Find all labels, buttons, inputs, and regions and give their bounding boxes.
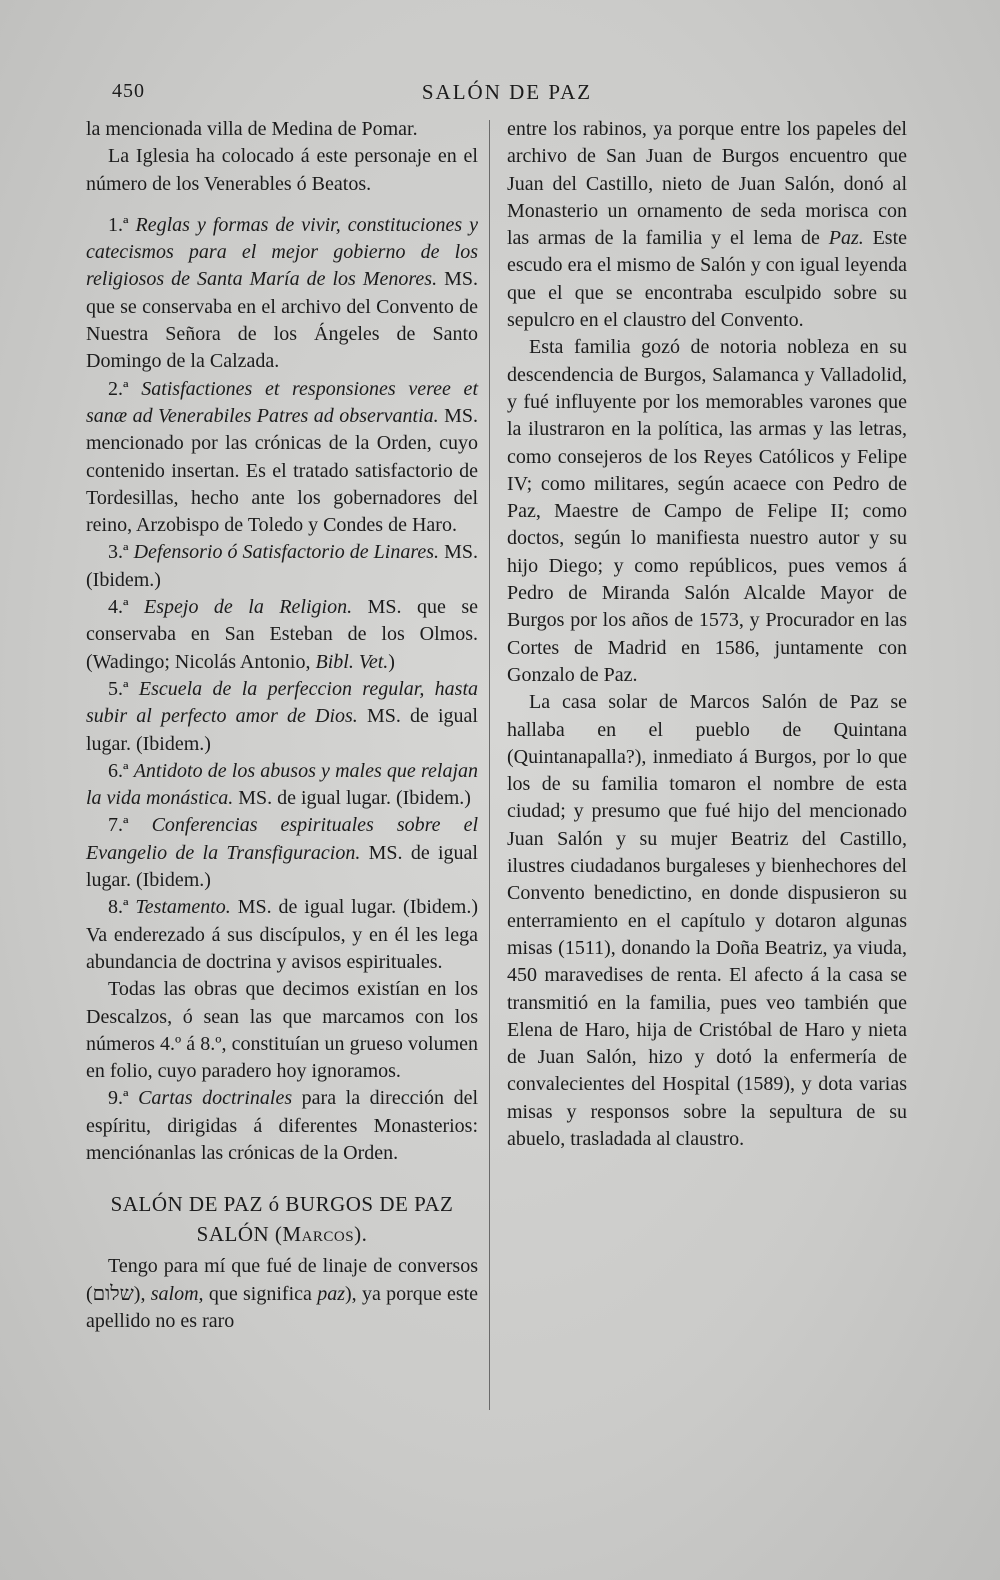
entry-number: 7.ª [108,814,129,837]
paragraph: La Iglesia ha colocado á este personaje en el número de los Venerables ó Beatos. [86,145,478,195]
right-column [507,116,907,1153]
work-entry-6 [86,758,478,813]
entry-number: 4.ª [108,596,129,619]
entry-number: 1.ª [108,213,129,236]
motto-word: Paz. [828,227,864,250]
entry-text: MS. de igual lugar. (Ibidem.) [238,787,471,810]
heading-line [86,1219,478,1249]
entry-title: Cartas doctrinales [138,1087,293,1110]
entry-number: 8.ª [108,896,129,919]
entry-text: MS. de igual lugar. (Ibidem.) Va enderezado á sus discípulos, y en él les lega abundancia de doctrina y avisos espirituales. [86,896,478,973]
text-run: que significa [208,1282,312,1305]
work-entry-3 [86,539,478,594]
entry-number: 6.ª [108,759,129,782]
work-entry-7 [86,812,478,894]
entry-text: MS. mencionado por las crónicas de la Orden, cuyo contenido insertan. Es el tratado satisfactorio de Tordesillas, hecho ante los gobernadores del reino, Arzobispo de Toledo y Condes de Haro. [86,404,479,537]
heading-surname: SALÓN [196,1222,270,1247]
entry-text: MS. que se conservaba en el archivo del Convento de Nuestra Señora de los Ángeles de Santo Domingo de la Calzada. [86,268,479,373]
entry-title: Satisfactiones et responsiones veree et sanæ ad Venerabiles Patres ad observantia. [86,377,478,427]
left-column [86,116,478,1335]
heading-forename: (Marcos). [274,1222,368,1247]
entry-number: 2.ª [108,377,129,400]
paragraph: la mencionada villa de Medina de Pomar. [86,118,418,140]
entry-title: Escuela de la perfeccion regular, hasta subir al perfecto amor de Dios. [86,677,479,728]
entry-title: Reglas y formas de vivir, constituciones y catecismos para el mejor gobierno de los religiosos de Santa María de los Menores. [86,213,478,291]
entry-text: MS. (Ibidem.) [86,541,478,591]
text-run: Este escudo era el mismo de Salón y con igual leyenda que el que se encontraba esculpido sobre su sepulcro en el claustro del Convento. [507,227,908,332]
entry-title: Espejo de la Religion. [144,596,353,619]
work-entry-1 [86,212,478,376]
text-run: Tengo para mí que fué de linaje de conversos ( [86,1255,478,1305]
paragraph: Esta familia gozó de notoria nobleza en su descendencia de Burgos, Salamanca y Valladolid, y fué influyente por los memorables varones que la ilustraron en la política, las armas y las letras, como consejeros de los Reyes Católicos y Felipe IV; como militares, según acaece con Pedro de Paz, Maestre de Campo de Felipe II; como doctos, según lo manifiesta nuestro autor y su hijo Diego; y como repúblicos, pues vemos á Pedro de Miranda Salón Alcalde Mayor de Burgos por los años de 1573, y Procurador en las Cortes de Madrid en 1586, juntamente con Gonzalo de Paz. [507,336,907,686]
work-entry-2 [86,376,478,540]
entry-title: Antidoto de los abusos y males que relajan la vida monástica. [86,759,478,810]
paragraph: La casa solar de Marcos Salón de Paz se hallaba en el pueblo de Quintana (Quintanapalla?), inmediato á Burgos, por lo que los de su familia tomaron el nombre de esta ciudad; y presumo que fué hijo del mencionado Juan Salón y su mujer Beatriz del Castillo, ilustres ciudadanos burgaleses y bienhechores del Convento benedictino, en donde dispusieron su enterramiento en el capítulo y dotaron algunas misas (1511), donando la Doña Beatriz, ya viuda, 450 maravedises de renta. El afecto á la casa se transmitió en la familia, pues veo también que Elena de Haro, hija de Cristóbal de Haro y nieta de Juan Salón, hizo y dotó la enfermería de convalecientes del Hospital (1589), y dota varias misas y responsos sobre la sepultura de su abuelo, trasladada al claustro. [507,691,907,1150]
work-entry-8 [86,894,478,976]
entry-text: para la dirección del espíritu, dirigidas á diferentes Monasterios: menciónanlas las crónicas de la Orden. [86,1087,479,1164]
entry-number: 3.ª [108,541,129,564]
text-run: entre los rabinos, ya porque entre los papeles del archivo de San Juan de Burgos encuentro que Juan del Castillo, nieto de Juan Salón, donó al Monasterio un ornamento de seda morisca con las armas de la familia y el lema de [507,118,907,250]
entry-text: MS. de igual lugar. (Ibidem.) [86,841,478,892]
entry-text: MS. que se conservaba en San Esteban de los Olmos. (Wadingo; Nicolás Antonio, [86,596,478,673]
work-entry-5 [86,676,478,758]
transliteration: salom, [150,1282,204,1305]
paragraph: Todas las obras que decimos existían en los Descalzos, ó sean las que marcamos con los números 4.º á 8.º, constituían un grueso volumen en folio, cuyo paradero hoy ignoramos. [86,978,478,1083]
entry-title: Testamento. [135,896,231,919]
entry-title: Defensorio ó Satisfactorio de Linares. [133,541,440,564]
text-run: ), [133,1282,146,1305]
entry-number: 5.ª [108,677,129,700]
paragraph [507,116,907,334]
text-run: ), ya porque este apellido no es raro [86,1282,479,1332]
column-divider [489,120,490,1410]
page-header [112,80,902,110]
running-title: SALÓN DE PAZ [421,80,593,104]
work-entry-9 [86,1085,478,1167]
heading-line: SALÓN DE PAZ ó BURGOS DE PAZ [110,1192,454,1217]
hebrew-word: שלום [92,1282,134,1305]
entry-number: 9.ª [108,1087,129,1110]
entry-close: ) [388,650,395,673]
section-heading [86,1189,478,1249]
entry-text: MS. de igual lugar. (Ibidem.) [86,705,478,755]
page-number: 450 [112,80,145,102]
paragraph [86,1253,478,1335]
entry-reference: Bibl. Vet. [315,650,389,673]
work-entry-4 [86,594,478,676]
meaning-word: paz [317,1282,345,1305]
entry-title: Conferencias espirituales sobre el Evangelio de la Transfiguracion. [86,814,479,864]
